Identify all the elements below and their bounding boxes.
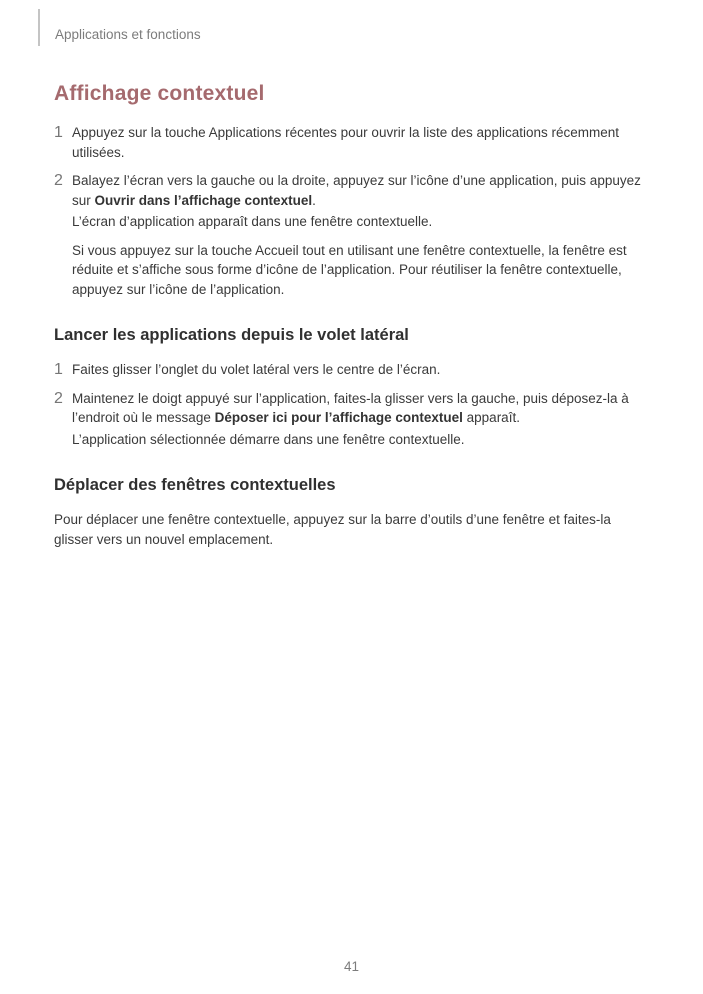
move-body-text: Pour déplacer une fenêtre contextuelle, appuyez sur la barre d’outils d’une fenêtre et faites-la glisser vers un nouvel emplacement. bbox=[54, 512, 611, 547]
list-item bbox=[54, 389, 650, 450]
step-body bbox=[72, 123, 650, 162]
text-run: . bbox=[312, 192, 316, 208]
header-rule bbox=[38, 9, 40, 46]
content-column bbox=[54, 82, 650, 549]
side-panel-steps-list bbox=[54, 360, 650, 449]
list-item bbox=[54, 360, 650, 380]
step-text bbox=[72, 123, 650, 162]
step-number: 2 bbox=[54, 172, 63, 189]
step-number: 1 bbox=[54, 124, 63, 141]
text-run: apparaît. bbox=[462, 410, 520, 425]
step-text bbox=[72, 360, 650, 380]
step-result: L’application sélectionnée démarre dans une fenêtre contextuelle. bbox=[72, 431, 465, 447]
text-run: Maintenez le doigt appuyé sur l’application, faites-la glisser vers la gauche, puis déposez-la à l’endroit où le message bbox=[72, 390, 629, 425]
section-heading-side-panel: Lancer les applications depuis le volet latéral bbox=[54, 326, 409, 344]
section-heading-move: Déplacer des fenêtres contextuelles bbox=[54, 476, 336, 494]
list-item bbox=[54, 123, 650, 162]
step-body bbox=[72, 389, 650, 450]
step-text bbox=[72, 389, 650, 428]
step-number: 1 bbox=[54, 361, 63, 378]
step-body bbox=[72, 360, 650, 380]
step-body bbox=[72, 171, 650, 232]
step-text bbox=[72, 171, 650, 210]
breadcrumb: Applications et fonctions bbox=[55, 27, 201, 42]
text-run: Appuyez sur la touche Applications récentes pour ouvrir la liste des applications récemment utilisées. bbox=[72, 125, 620, 160]
step-number: 2 bbox=[54, 389, 63, 407]
text-run: Balayez l’écran vers la gauche ou la droite, appuyez sur l’icône d’une application, puis appuyez sur bbox=[72, 173, 641, 208]
page-number: 41 bbox=[343, 959, 360, 974]
popup-note: Si vous appuyez sur la touche Accueil tout en utilisant une fenêtre contextuelle, la fenêtre est réduite et s’affiche sous forme d’icône de l’application. Pour réutiliser la fenêtre contextuelle, appuyez sur l’icône de l’application. bbox=[72, 242, 627, 297]
text-run-bold: Ouvrir dans l’affichage contextuel bbox=[94, 192, 313, 208]
list-item bbox=[54, 171, 650, 232]
page-title: Affichage contextuel bbox=[54, 82, 265, 105]
text-run: Faites glisser l’onglet du volet latéral vers le centre de l’écran. bbox=[72, 362, 441, 377]
step-result: L’écran d’application apparaît dans une fenêtre contextuelle. bbox=[72, 214, 433, 229]
popup-steps-list bbox=[54, 123, 650, 232]
text-run-bold: Déposer ici pour l’affichage contextuel bbox=[214, 410, 463, 425]
